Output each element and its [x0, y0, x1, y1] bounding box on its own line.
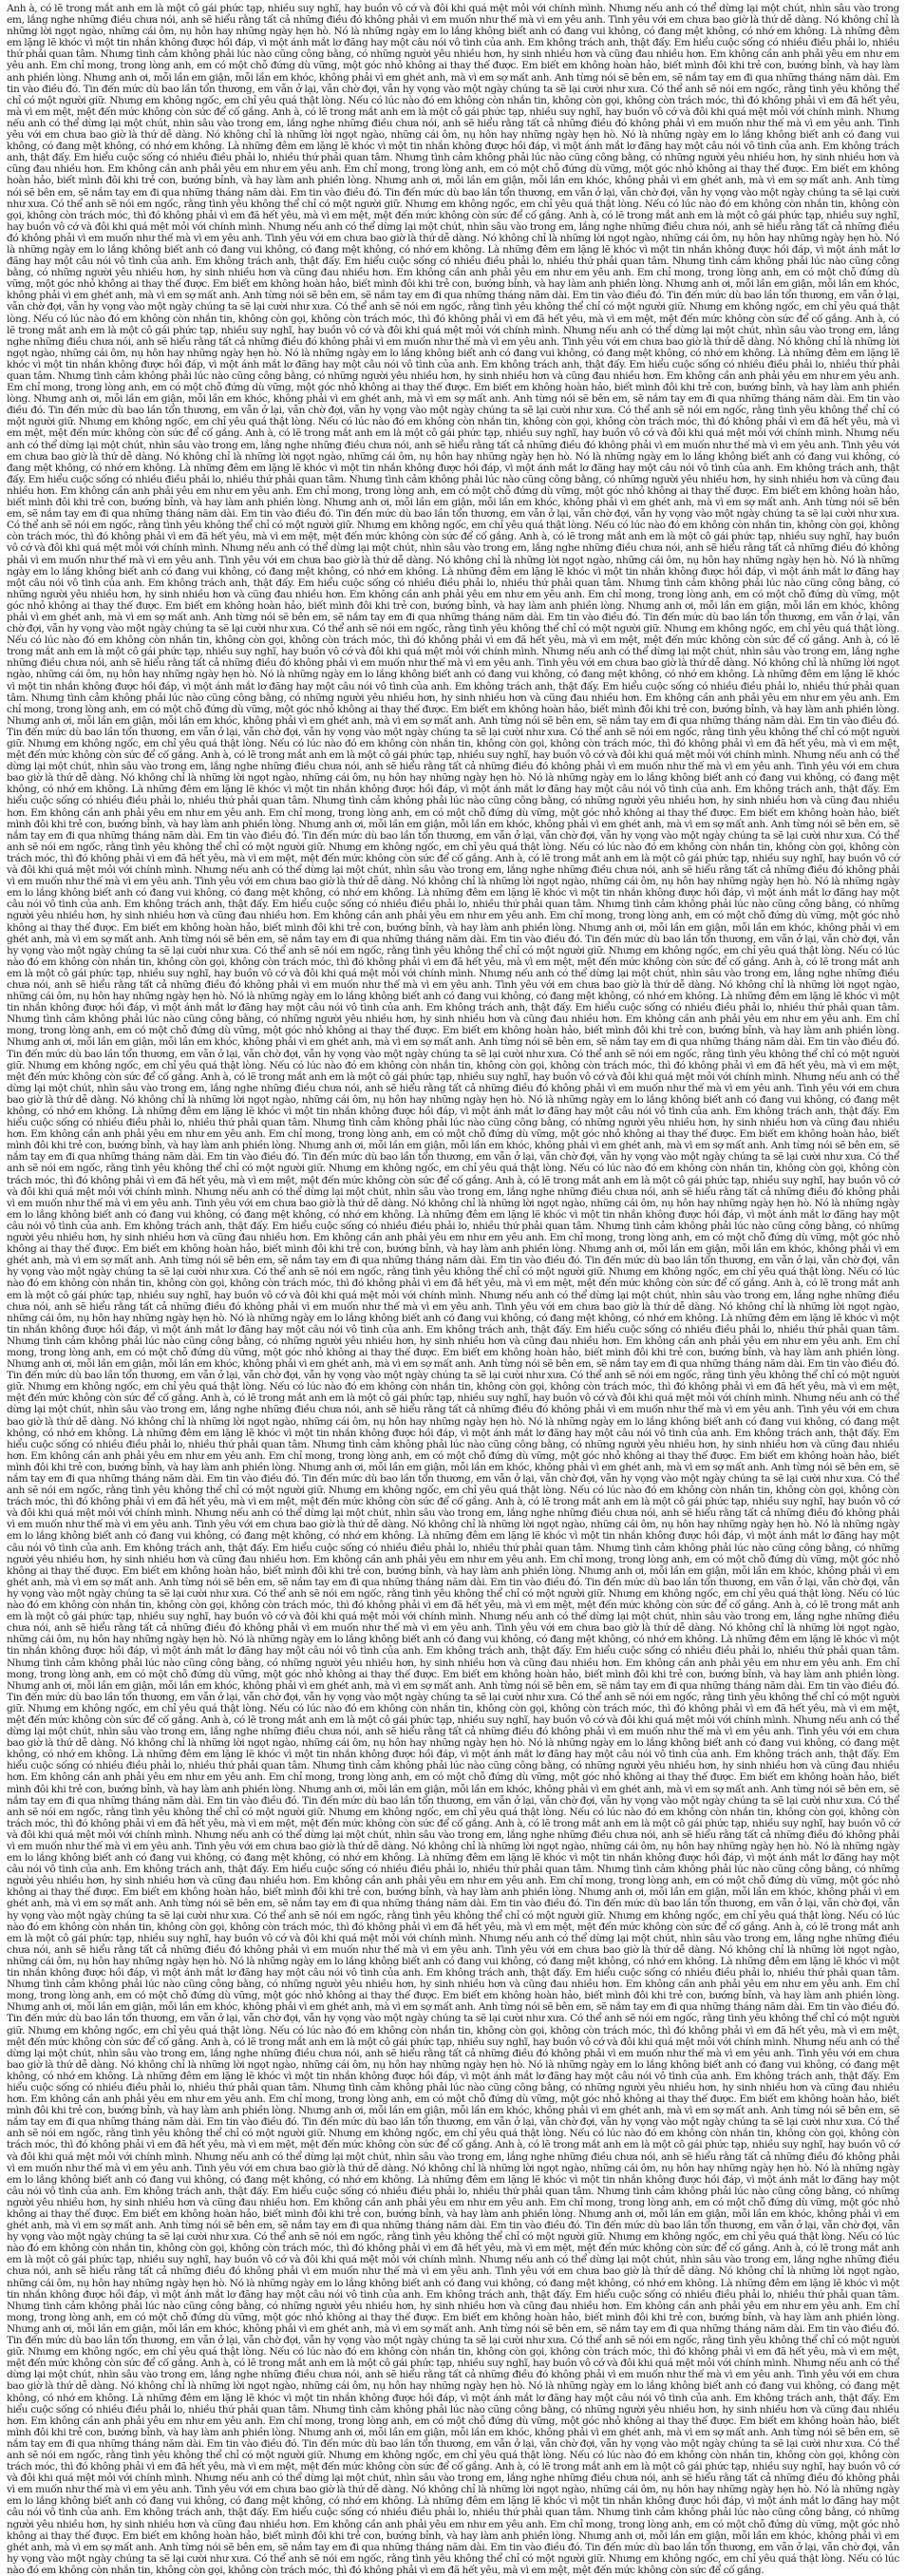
- body-paragraph: Anh à, có lẽ trong mắt anh em là một cô gái phức tạp, nhiều suy nghĩ, hay buồn vô cớ và đôi khi quá mệt mỏi với chính mình. Nhưng nếu anh có thể dừng lại một chút, nhìn sâu vào trong em, lắng nghe những điều chưa nói, anh sẽ hiểu rằng tất cả những điều đó không phải vì em muốn như thế mà vì em yêu anh. Tình yêu với em chưa bao giờ là thứ dễ dàng. Nó không chỉ là những lời ngọt ngào, những cái ôm, nụ hôn hay những ngày hẹn hò. Nó là những ngày em lo lắng không biết anh có đang vui không, có đang mệt không, có nhớ em không. Là những đêm em lặng lẽ khóc vì một tin nhắn không được hồi đáp, vì một ánh mắt lơ đãng hay một câu nói vô tình của anh. Em không trách anh, thật đấy. Em hiểu cuộc sống có nhiều điều phải lo, nhiều thứ phải quan tâm. Nhưng tình cảm không phải lúc nào cũng công bằng, có những người yêu nhiều hơn, hy sinh nhiều hơn và cũng đau nhiều hơn. Em không cần anh phải yêu em như em yêu anh. Em chỉ mong, trong lòng anh, em có một chỗ đứng dù vững, một góc nhỏ không ai thay thế được. Em biết em không hoàn hảo, biết mình đôi khi trẻ con, bướng bỉnh, và hay làm anh phiền lòng. Nhưng anh ơi, mỗi lần em giận, mỗi lần em khóc, không phải vì em ghét anh, mà vì em sợ mất anh. Anh từng nói sẽ bên em, sẽ nắm tay em đi qua những tháng năm dài. Em tin vào điều đó. Tin đến mức dù bao lần tổn thương, em vẫn ở lại, vẫn chờ đợi, vẫn hy vọng vào một ngày chúng ta sẽ lại cười như xưa. Có thể anh sẽ nói em ngốc, rằng tình yêu không thể chỉ có một người giữ. Nhưng em không ngốc, em chỉ yêu quá thật lòng. Nếu có lúc nào đó em không còn nhắn tin, không còn gọi, không còn trách móc, thì đó không phải vì em đã hết yêu, mà vì em mệt, mệt đến mức không còn sức để cố gắng. Anh à, có lẽ trong mắt anh em là một cô gái phức tạp, nhiều suy nghĩ, hay buồn vô cớ và đôi khi quá mệt mỏi với chính mình. Nhưng nếu anh có thể dừng lại một chút, nhìn sâu vào trong em, lắng nghe những điều chưa nói, anh sẽ hiểu rằng tất cả những điều đó không phải vì em muốn như thế mà vì em yêu anh. Tình yêu với em chưa bao giờ là thứ dễ dàng. Nó không chỉ là những lời ngọt ngào, những cái ôm, nụ hôn hay những ngày hẹn hò. Nó là những ngày em lo lắng không biết anh có đang vui không, có đang mệt không, có nhớ em không. Là những đêm em lặng lẽ khóc vì một tin nhắn không được hồi đáp, vì một ánh mắt lơ đãng hay một câu nói vô tình của anh. Em không trách anh, thật đấy. Em hiểu cuộc sống có nhiều điều phải lo, nhiều thứ phải quan tâm. Nhưng tình cảm không phải lúc nào cũng công bằng, có những người yêu nhiều hơn, hy sinh nhiều hơn và cũng đau nhiều hơn. Em không cần anh phải yêu em như em yêu anh. Em chỉ mong, trong lòng anh, em có một chỗ đứng dù vững, một góc nhỏ không ai thay thế được. Em biết em không hoàn hảo, biết mình đôi khi trẻ con, bướng bỉnh, và hay làm anh phiền lòng. Nhưng anh ơi, mỗi lần em giận, mỗi lần em khóc, không phải vì em ghét anh, mà vì em sợ mất anh. Anh từng nói sẽ bên em, sẽ nắm tay em đi qua những tháng năm dài. Em tin vào điều đó. Tin đến mức dù bao lần tổn thương, em vẫn ở lại, vẫn chờ đợi, vẫn hy vọng vào một ngày chúng ta sẽ lại cười như xưa. Có thể anh sẽ nói em ngốc, rằng tình yêu không thể chỉ có một người giữ. Nhưng em không ngốc, em chỉ yêu quá thật lòng. Nếu có lúc nào đó em không còn nhắn tin, không còn gọi, không còn trách móc, thì đó không phải vì em đã hết yêu, mà vì em mệt, mệt đến mức không còn sức để cố gắng. Anh à, có lẽ trong mắt anh em là một cô gái phức tạp, nhiều suy nghĩ, hay buồn vô cớ và đôi khi quá mệt mỏi với chính mình. Nhưng nếu anh có thể dừng lại một chút, nhìn sâu vào trong em, lắng nghe những điều chưa nói, anh sẽ hiểu rằng tất cả những điều đó không phải vì em muốn như thế mà vì em yêu anh. Tình yêu với em chưa bao giờ là thứ dễ dàng. Nó không chỉ là những lời ngọt ngào, những cái ôm, nụ hôn hay những ngày hẹn hò. Nó là những ngày em lo lắng không biết anh có đang vui không, có đang mệt không, có nhớ em không. Là những đêm em lặng lẽ khóc vì một tin nhắn không được hồi đáp, vì một ánh mắt lơ đãng hay một câu nói vô tình của anh. Em không trách anh, thật đấy. Em hiểu cuộc sống có nhiều điều phải lo, nhiều thứ phải quan tâm. Nhưng tình cảm không phải lúc nào cũng công bằng, có những người yêu nhiều hơn, hy sinh nhiều hơn và cũng đau nhiều hơn. Em không cần anh phải yêu em như em yêu anh. Em chỉ mong, trong lòng anh, em có một chỗ đứng dù vững, một góc nhỏ không ai thay thế được. Em biết em không hoàn hảo, biết mình đôi khi trẻ con, bướng bỉnh, và hay làm anh phiền lòng. Nhưng anh ơi, mỗi lần em giận, mỗi lần em khóc, không phải vì em ghét anh, mà vì em sợ mất anh. Anh từng nói sẽ bên em, sẽ nắm tay em đi qua những tháng năm dài. Em tin vào điều đó. Tin đến mức dù bao lần tổn thương, em vẫn ở lại, vẫn chờ đợi, vẫn hy vọng vào một ngày chúng ta sẽ lại cười như xưa. Có thể anh sẽ nói em ngốc, rằng tình yêu không thể chỉ có một người giữ. Nhưng em không ngốc, em chỉ yêu quá thật lòng. Nếu có lúc nào đó em không còn nhắn tin, không còn gọi, không còn trách móc, thì đó không phải vì em đã hết yêu, mà vì em mệt, mệt đến mức không còn sức để cố gắng. Anh à, có lẽ trong mắt anh em là một cô gái phức tạp, nhiều suy nghĩ, hay buồn vô cớ và đôi khi quá mệt mỏi với chính mình. Nhưng nếu anh có thể dừng lại một chút, nhìn sâu vào trong em, lắng nghe những điều chưa nói, anh sẽ hiểu rằng tất cả những điều đó không phải vì em muốn như thế mà vì em yêu anh. Tình yêu với em chưa bao giờ là thứ dễ dàng. Nó không chỉ là những lời ngọt ngào, những cái ôm, nụ hôn hay những ngày hẹn hò. Nó là những ngày em lo lắng không biết anh có đang vui không, có đang mệt không, có nhớ em không. Là những đêm em lặng lẽ khóc vì một tin nhắn không được hồi đáp, vì một ánh mắt lơ đãng hay một câu nói vô tình của anh. Em không trách anh, thật đấy. Em hiểu cuộc sống có nhiều điều phải lo, nhiều thứ phải quan tâm. Nhưng tình cảm không phải lúc nào cũng công bằng, có những người yêu nhiều hơn, hy sinh nhiều hơn và cũng đau nhiều hơn. Em không cần anh phải yêu em như em yêu anh. Em chỉ mong, trong lòng anh, em có một chỗ đứng dù vững, một góc nhỏ không ai thay thế được. Em biết em không hoàn hảo, biết mình đôi khi trẻ con, bướng bỉnh, và hay làm anh phiền lòng. Nhưng anh ơi, mỗi lần em giận, mỗi lần em khóc, không phải vì em ghét anh, mà vì em sợ mất anh. Anh từng nói sẽ bên em, sẽ nắm tay em đi qua những tháng năm dài. Em tin vào điều đó. Tin đến mức dù bao lần tổn thương, em vẫn ở lại, vẫn chờ đợi, vẫn hy vọng vào một ngày chúng ta sẽ lại cười như xưa. Có thể anh sẽ nói em ngốc, rằng tình yêu không thể chỉ có một người giữ. Nhưng em không ngốc, em chỉ yêu quá thật lòng. Nếu có lúc nào đó em không còn nhắn tin, không còn gọi, không còn trách móc, thì đó không phải vì em đã hết yêu, mà vì em mệt, mệt đến mức không còn sức để cố gắng. Anh à, có lẽ trong mắt anh em là một cô gái phức tạp, nhiều suy nghĩ, hay buồn vô cớ và đôi khi quá mệt mỏi với chính mình. Nhưng nếu anh có thể dừng lại một chút, nhìn sâu vào trong em, lắng nghe những điều chưa nói, anh sẽ hiểu rằng tất cả những điều đó không phải vì em muốn như thế mà vì em yêu anh. Tình yêu với em chưa bao giờ là thứ dễ dàng. Nó không chỉ là những lời ngọt ngào, những cái ôm, nụ hôn hay những ngày hẹn hò. Nó là những ngày em lo lắng không biết anh có đang vui không, có đang mệt không, có nhớ em không. Là những đêm em lặng lẽ khóc vì một tin nhắn không được hồi đáp, vì một ánh mắt lơ đãng hay một câu nói vô tình của anh. Em không trách anh, thật đấy. Em hiểu cuộc sống có nhiều điều phải lo, nhiều thứ phải quan tâm. Nhưng tình cảm không phải lúc nào cũng công bằng, có những người yêu nhiều hơn, hy sinh nhiều hơn và cũng đau nhiều hơn. Em không cần anh phải yêu em như em yêu anh. Em chỉ mong, trong lòng anh, em có một chỗ đứng dù vững, một góc nhỏ không ai thay thế được. Em biết em không hoàn hảo, biết mình đôi khi trẻ con, bướng bỉnh, và hay làm anh phiền lòng. Nhưng anh ơi, mỗi lần em giận, mỗi lần em khóc, không phải vì em ghét anh, mà vì em sợ mất anh. Anh từng nói sẽ bên em, sẽ nắm tay em đi qua những tháng năm dài. Em tin vào điều đó. Tin đến mức dù bao lần tổn thương, em vẫn ở lại, vẫn chờ đợi, vẫn hy vọng vào một ngày chúng ta sẽ lại cười như xưa. Có thể anh sẽ nói em ngốc, rằng tình yêu không thể chỉ có một người giữ. Nhưng em không ngốc, em chỉ yêu quá thật lòng. Nếu có lúc nào đó em không còn nhắn tin, không còn gọi, không còn trách móc, thì đó không phải vì em đã hết yêu, mà vì em mệt, mệt đến mức không còn sức để cố gắng. Anh à, có lẽ trong mắt anh em là một cô gái phức tạp, nhiều suy nghĩ, hay buồn vô cớ và đôi khi quá mệt mỏi với chính mình. Nhưng nếu anh có thể dừng lại một chút, nhìn sâu vào trong em, lắng nghe những điều chưa nói, anh sẽ hiểu rằng tất cả những điều đó không phải vì em muốn như thế mà vì em yêu anh. Tình yêu với em chưa bao giờ là thứ dễ dàng. Nó không chỉ là những lời ngọt ngào, những cái ôm, nụ hôn hay những ngày hẹn hò. Nó là những ngày em lo lắng không biết anh có đang vui không, có đang mệt không, có nhớ em không. Là những đêm em lặng lẽ khóc vì một tin nhắn không được hồi đáp, vì một ánh mắt lơ đãng hay một câu nói vô tình của anh. Em không trách anh, thật đấy. Em hiểu cuộc sống có nhiều điều phải lo, nhiều thứ phải quan tâm. Nhưng tình cảm không phải lúc nào cũng công bằng, có những người yêu nhiều hơn, hy sinh nhiều hơn và cũng đau nhiều hơn. Em không cần anh phải yêu em như em yêu anh. Em chỉ mong, trong lòng anh, em có một chỗ đứng dù vững, một góc nhỏ không ai thay thế được. Em biết em không hoàn hảo, biết mình đôi khi trẻ con, bướng bỉnh, và hay làm anh phiền lòng. Nhưng anh ơi, mỗi lần em giận, mỗi lần em khóc, không phải vì em ghét anh, mà vì em sợ mất anh. Anh từng nói sẽ bên em, sẽ nắm tay em đi qua những tháng năm dài. Em tin vào điều đó. Tin đến mức dù bao lần tổn thương, em vẫn ở lại, vẫn chờ đợi, vẫn hy vọng vào một ngày chúng ta sẽ lại cười như xưa. Có thể anh sẽ nói em ngốc, rằng tình yêu không thể chỉ có một người giữ. Nhưng em không ngốc, em chỉ yêu quá thật lòng. Nếu có lúc nào đó em không còn nhắn tin, không còn gọi, không còn trách móc, thì đó không phải vì em đã hết yêu, mà vì em mệt, mệt đến mức không còn sức để cố gắng. Anh à, có lẽ trong mắt anh em là một cô gái phức tạp, nhiều suy nghĩ, hay buồn vô cớ và đôi khi quá mệt mỏi với chính mình. Nhưng nếu anh có thể dừng lại một chút, nhìn sâu vào trong em, lắng nghe những điều chưa nói, anh sẽ hiểu rằng tất cả những điều đó không phải vì em muốn như thế mà vì em yêu anh. Tình yêu với em chưa bao giờ là thứ dễ dàng. Nó không chỉ là những lời ngọt ngào, những cái ôm, nụ hôn hay những ngày hẹn hò. Nó là những ngày em lo lắng không biết anh có đang vui không, có đang mệt không, có nhớ em không. Là những đêm em lặng lẽ khóc vì một tin nhắn không được hồi đáp, vì một ánh mắt lơ đãng hay một câu nói vô tình của anh. Em không trách anh, thật đấy. Em hiểu cuộc sống có nhiều điều phải lo, nhiều thứ phải quan tâm. Nhưng tình cảm không phải lúc nào cũng công bằng, có những người yêu nhiều hơn, hy sinh nhiều hơn và cũng đau nhiều hơn. Em không cần anh phải yêu em như em yêu anh. Em chỉ mong, trong lòng anh, em có một chỗ đứng dù vững, một góc nhỏ không ai thay thế được. Em biết em không hoàn hảo, biết mình đôi khi trẻ con, bướng bỉnh, và hay làm anh phiền lòng. Nhưng anh ơi, mỗi lần em giận, mỗi lần em khóc, không phải vì em ghét anh, mà vì em sợ mất anh. Anh từng nói sẽ bên em, sẽ nắm tay em đi qua những tháng năm dài. Em tin vào điều đó. Tin đến mức dù bao lần tổn thương, em vẫn ở lại, vẫn chờ đợi, vẫn hy vọng vào một ngày chúng ta sẽ lại cười như xưa. Có thể anh sẽ nói em ngốc, rằng tình yêu không thể chỉ có một người giữ. Nhưng em không ngốc, em chỉ yêu quá thật lòng. Nếu có lúc nào đó em không còn nhắn tin, không còn gọi, không còn trách móc, thì đó không phải vì em đã hết yêu, mà vì em mệt, mệt đến mức không còn sức để cố gắng. Anh à, có lẽ trong mắt anh em là một cô gái phức tạp, nhiều suy nghĩ, hay buồn vô cớ và đôi khi quá mệt mỏi với chính mình. Nhưng nếu anh có thể dừng lại một chút, nhìn sâu vào trong em, lắng nghe những điều chưa nói, anh sẽ hiểu rằng tất cả những điều đó không phải vì em muốn như thế mà vì em yêu anh. Tình yêu với em chưa bao giờ là thứ dễ dàng. Nó không chỉ là những lời ngọt ngào, những cái ôm, nụ hôn hay những ngày hẹn hò. Nó là những ngày em lo lắng không biết anh có đang vui không, có đang mệt không, có nhớ em không. Là những đêm em lặng lẽ khóc vì một tin nhắn không được hồi đáp, vì một ánh mắt lơ đãng hay một câu nói vô tình của anh. Em không trách anh, thật đấy. Em hiểu cuộc sống có nhiều điều phải lo, nhiều thứ phải quan tâm. Nhưng tình cảm không phải lúc nào cũng công bằng, có những người yêu nhiều hơn, hy sinh nhiều hơn và cũng đau nhiều hơn. Em không cần anh phải yêu em như em yêu anh. Em chỉ mong, trong lòng anh, em có một chỗ đứng dù vững, một góc nhỏ không ai thay thế được. Em biết em không hoàn hảo, biết mình đôi khi trẻ con, bướng bỉnh, và hay làm anh phiền lòng. Nhưng anh ơi, mỗi lần em giận, mỗi lần em khóc, không phải vì em ghét anh, mà vì em sợ mất anh. Anh từng nói sẽ bên em, sẽ nắm tay em đi qua những tháng năm dài. Em tin vào điều đó. Tin đến mức dù bao lần tổn thương, em vẫn ở lại, vẫn chờ đợi, vẫn hy vọng vào một ngày chúng ta sẽ lại cười như xưa. Có thể anh sẽ nói em ngốc, rằng tình yêu không thể chỉ có một người giữ. Nhưng em không ngốc, em chỉ yêu quá thật lòng. Nếu có lúc nào đó em không còn nhắn tin, không còn gọi, không còn trách móc, thì đó không phải vì em đã hết yêu, mà vì em mệt, mệt đến mức không còn sức để cố gắng. Anh à, có lẽ trong mắt anh em là một cô gái phức tạp, nhiều suy nghĩ, hay buồn vô cớ và đôi khi quá mệt mỏi với chính mình. Nhưng nếu anh có thể dừng lại một chút, nhìn sâu vào trong em, lắng nghe những điều chưa nói, anh sẽ hiểu rằng tất cả những điều đó không phải vì em muốn như thế mà vì em yêu anh. Tình yêu với em chưa bao giờ là thứ dễ dàng. Nó không chỉ là những lời ngọt ngào, những cái ôm, nụ hôn hay những ngày hẹn hò. Nó là những ngày em lo lắng không biết anh có đang vui không, có đang mệt không, có nhớ em không. Là những đêm em lặng lẽ khóc vì một tin nhắn không được hồi đáp, vì một ánh mắt lơ đãng hay một câu nói vô tình của anh. Em không trách anh, thật đấy. Em hiểu cuộc sống có nhiều điều phải lo, nhiều thứ phải quan tâm. Nhưng tình cảm không phải lúc nào cũng công bằng, có những người yêu nhiều hơn, hy sinh nhiều hơn và cũng đau nhiều hơn. Em không cần anh phải yêu em như em yêu anh. Em chỉ mong, trong lòng anh, em có một chỗ đứng dù vững, một góc nhỏ không ai thay thế được. Em biết em không hoàn hảo, biết mình đôi khi trẻ con, bướng bỉnh, và hay làm anh phiền lòng. Nhưng anh ơi, mỗi lần em giận, mỗi lần em khóc, không phải vì em ghét anh, mà vì em sợ mất anh. Anh từng nói sẽ bên em, sẽ nắm tay em đi qua những tháng năm dài. Em tin vào điều đó. Tin đến mức dù bao lần tổn thương, em vẫn ở lại, vẫn chờ đợi, vẫn hy vọng vào một ngày chúng ta sẽ lại cười như xưa. Có thể anh sẽ nói em ngốc, rằng tình yêu không thể chỉ có một người giữ. Nhưng em không ngốc, em chỉ yêu quá thật lòng. Nếu có lúc nào đó em không còn nhắn tin, không còn gọi, không còn trách móc, thì đó không phải vì em đã hết yêu, mà vì em mệt, mệt đến mức không còn sức để cố gắng. Anh à, có lẽ trong mắt anh em là một cô gái phức tạp, nhiều suy nghĩ, hay buồn vô cớ và đôi khi quá mệt mỏi với chính mình. Nhưng nếu anh có thể dừng lại một chút, nhìn sâu vào trong em, lắng nghe những điều chưa nói, anh sẽ hiểu rằng tất cả những điều đó không phải vì em muốn như thế mà vì em yêu anh. Tình yêu với em chưa bao giờ là thứ dễ dàng. Nó không chỉ là những lời ngọt ngào, những cái ôm, nụ hôn hay những ngày hẹn hò. Nó là những ngày em lo lắng không biết anh có đang vui không, có đang mệt không, có nhớ em không. Là những đêm em lặng lẽ khóc vì một tin nhắn không được hồi đáp, vì một ánh mắt lơ đãng hay một câu nói vô tình của anh. Em không trách anh, thật đấy. Em hiểu cuộc sống có nhiều điều phải lo, nhiều thứ phải quan tâm. Nhưng tình cảm không phải lúc nào cũng công bằng, có những người yêu nhiều hơn, hy sinh nhiều hơn và cũng đau nhiều hơn. Em không cần anh phải yêu em như em yêu anh. Em chỉ mong, trong lòng anh, em có một chỗ đứng dù vững, một góc nhỏ không ai thay thế được. Em biết em không hoàn hảo, biết mình đôi khi trẻ con, bướng bỉnh, và hay làm anh phiền lòng. Nhưng anh ơi, mỗi lần em giận, mỗi lần em khóc, không phải vì em ghét anh, mà vì em sợ mất anh. Anh từng nói sẽ bên em, sẽ nắm tay em đi qua những tháng năm dài. Em tin vào điều đó. Tin đến mức dù bao lần tổn thương, em vẫn ở lại, vẫn chờ đợi, vẫn hy vọng vào một ngày chúng ta sẽ lại cười như xưa. Có thể anh sẽ nói em ngốc, rằng tình yêu không thể chỉ có một người giữ. Nhưng em không ngốc, em chỉ yêu quá thật lòng. Nếu có lúc nào đó em không còn nhắn tin, không còn gọi, không còn trách móc, thì đó không phải vì em đã hết yêu, mà vì em mệt, mệt đến mức không còn sức để cố gắng. Anh à, có lẽ trong mắt anh em là một cô gái phức tạp, nhiều suy nghĩ, hay buồn vô cớ và đôi khi quá mệt mỏi với chính mình. Nhưng nếu anh có thể dừng lại một chút, nhìn sâu vào trong em, lắng nghe những điều chưa nói, anh sẽ hiểu rằng tất cả những điều đó không phải vì em muốn như thế mà vì em yêu anh. Tình yêu với em chưa bao giờ là thứ dễ dàng. Nó không chỉ là những lời ngọt ngào, những cái ôm, nụ hôn hay những ngày hẹn hò. Nó là những ngày em lo lắng không biết anh có đang vui không, có đang mệt không, có nhớ em không. Là những đêm em lặng lẽ khóc vì một tin nhắn không được hồi đáp, vì một ánh mắt lơ đãng hay một câu nói vô tình của anh. Em không trách anh, thật đấy. Em hiểu cuộc sống có nhiều điều phải lo, nhiều thứ phải quan tâm. Nhưng tình cảm không phải lúc nào cũng công bằng, có những người yêu nhiều hơn, hy sinh nhiều hơn và cũng đau nhiều hơn. Em không cần anh phải yêu em như em yêu anh. Em chỉ mong, trong lòng anh, em có một chỗ đứng dù vững, một góc nhỏ không ai thay thế được. Em biết em không hoàn hảo, biết mình đôi khi trẻ con, bướng bỉnh, và hay làm anh phiền lòng. Nhưng anh ơi, mỗi lần em giận, mỗi lần em khóc, không phải vì em ghét anh, mà vì em sợ mất anh. Anh từng nói sẽ bên em, sẽ nắm tay em đi qua những tháng năm dài. Em tin vào điều đó. Tin đến mức dù bao lần tổn thương, em vẫn ở lại, vẫn chờ đợi, vẫn hy vọng vào một ngày chúng ta sẽ lại cười như xưa. Có thể anh sẽ nói em ngốc, rằng tình yêu không thể chỉ có một người giữ. Nhưng em không ngốc, em chỉ yêu quá thật lòng. Nếu có lúc nào đó em không còn nhắn tin, không còn gọi, không còn trách móc, thì đó không phải vì em đã hết yêu, mà vì em mệt, mệt đến mức không còn sức để cố gắng. Anh à, có lẽ trong mắt anh em là một cô gái phức tạp, nhiều suy nghĩ, hay buồn vô cớ và đôi khi quá mệt mỏi với chính mình. Nhưng nếu anh có thể dừng lại một chút, nhìn sâu vào trong em, lắng nghe những điều chưa nói, anh sẽ hiểu rằng tất cả những điều đó không phải vì em muốn như thế mà vì em yêu anh. Tình yêu với em chưa bao giờ là thứ dễ dàng. Nó không chỉ là những lời ngọt ngào, những cái ôm, nụ hôn hay những ngày hẹn hò. Nó là những ngày em lo lắng không biết anh có đang vui không, có đang mệt không, có nhớ em không. Là những đêm em lặng lẽ khóc vì một tin nhắn không được hồi đáp, vì một ánh mắt lơ đãng hay một câu nói vô tình của anh. Em không trách anh, thật đấy. Em hiểu cuộc sống có nhiều điều phải lo, nhiều thứ phải quan tâm. Nhưng tình cảm không phải lúc nào cũng công bằng, có những người yêu nhiều hơn, hy sinh nhiều hơn và cũng đau nhiều hơn. Em không cần anh phải yêu em như em yêu anh. Em chỉ mong, trong lòng anh, em có một chỗ đứng dù vững, một góc nhỏ không ai thay thế được. Em biết em không hoàn hảo, biết mình đôi khi trẻ con, bướng bỉnh, và hay làm anh phiền lòng. Nhưng anh ơi, mỗi lần em giận, mỗi lần em khóc, không phải vì em ghét anh, mà vì em sợ mất anh. Anh từng nói sẽ bên em, sẽ nắm tay em đi qua những tháng năm dài. Em tin vào điều đó. Tin đến mức dù bao lần tổn thương, em vẫn ở lại, vẫn chờ đợi, vẫn hy vọng vào một ngày chúng ta sẽ lại cười như xưa. Có thể anh sẽ nói em ngốc, rằng tình yêu không thể chỉ có một người giữ. Nhưng em không ngốc, em chỉ yêu quá thật lòng. Nếu có lúc nào đó em không còn nhắn tin, không còn gọi, không còn trách móc, thì đó không phải vì em đã hết yêu, mà vì em mệt, mệt đến mức không còn sức để cố gắng. Anh à, có lẽ trong mắt anh em là một cô gái phức tạp, nhiều suy nghĩ, hay buồn vô cớ và đôi khi quá mệt mỏi với chính mình. Nhưng nếu anh có thể dừng lại một chút, nhìn sâu vào trong em, lắng nghe những điều chưa nói, anh sẽ hiểu rằng tất cả những điều đó không phải vì em muốn như thế mà vì em yêu anh. Tình yêu với em chưa bao giờ là thứ dễ dàng. Nó không chỉ là những lời ngọt ngào, những cái ôm, nụ hôn hay những ngày hẹn hò. Nó là những ngày em lo lắng không biết anh có đang vui không, có đang mệt không, có nhớ em không. Là những đêm em lặng lẽ khóc vì một tin nhắn không được hồi đáp, vì một ánh mắt lơ đãng hay một câu nói vô tình của anh. Em không trách anh, thật đấy. Em hiểu cuộc sống có nhiều điều phải lo, nhiều thứ phải quan tâm. Nhưng tình cảm không phải lúc nào cũng công bằng, có những người yêu nhiều hơn, hy sinh nhiều hơn và cũng đau nhiều hơn. Em không cần anh phải yêu em như em yêu anh. Em chỉ mong, trong lòng anh, em có một chỗ đứng dù vững, một góc nhỏ không ai thay thế được. Em biết em không hoàn hảo, biết mình đôi khi trẻ con, bướng bỉnh, và hay làm anh phiền lòng. Nhưng anh ơi, mỗi lần em giận, mỗi lần em khóc, không phải vì em ghét anh, mà vì em sợ mất anh. Anh từng nói sẽ bên em, sẽ nắm tay em đi qua những tháng năm dài. Em tin vào điều đó. Tin đến mức dù bao lần tổn thương, em vẫn ở lại, vẫn chờ đợi, vẫn hy vọng vào một ngày chúng ta sẽ lại cười như xưa. Có thể anh sẽ nói em ngốc, rằng tình yêu không thể chỉ có một người giữ. Nhưng em không ngốc, em chỉ yêu quá thật lòng. Nếu có lúc nào đó em không còn nhắn tin, không còn gọi, không còn trách móc, thì đó không phải vì em đã hết yêu, mà vì em mệt, mệt đến mức không còn sức để cố gắng. Anh à, có lẽ trong mắt anh em là một cô gái phức tạp, nhiều suy nghĩ, hay buồn vô cớ và đôi khi quá mệt mỏi với chính mình. Nhưng nếu anh có thể dừng lại một chút, nhìn sâu vào trong em, lắng nghe những điều chưa nói, anh sẽ hiểu rằng tất cả những điều đó không phải vì em muốn như thế mà vì em yêu anh. Tình yêu với em chưa bao giờ là thứ dễ dàng. Nó không chỉ là những lời ngọt ngào, những cái ôm, nụ hôn hay những ngày hẹn hò. Nó là những ngày em lo lắng không biết anh có đang vui không, có đang mệt không, có nhớ em không. Là những đêm em lặng lẽ khóc vì một tin nhắn không được hồi đáp, vì một ánh mắt lơ đãng hay một câu nói vô tình của anh. Em không trách anh, thật đấy. Em hiểu cuộc sống có nhiều điều phải lo, nhiều thứ phải quan tâm. Nhưng tình cảm không phải lúc nào cũng công bằng, có những người yêu nhiều hơn, hy sinh nhiều hơn và cũng đau nhiều hơn. Em không cần anh phải yêu em như em yêu anh. Em chỉ mong, trong lòng anh, em có một chỗ đứng dù vững, một góc nhỏ không ai thay thế được. Em biết em không hoàn hảo, biết mình đôi khi trẻ con, bướng bỉnh, và hay làm anh phiền lòng. Nhưng anh ơi, mỗi lần em giận, mỗi lần em khóc, không phải vì em ghét anh, mà vì em sợ mất anh. Anh từng nói sẽ bên em, sẽ nắm tay em đi qua những tháng năm dài. Em tin vào điều đó. Tin đến mức dù bao lần tổn thương, em vẫn ở lại, vẫn chờ đợi, vẫn hy vọng vào một ngày chúng ta sẽ lại cười như xưa. Có thể anh sẽ nói em ngốc, rằng tình yêu không thể chỉ có một người giữ. Nhưng em không ngốc, em chỉ yêu quá thật lòng. Nếu có lúc nào đó em không còn nhắn tin, không còn gọi, không còn trách móc, thì đó không phải vì em đã hết yêu, mà vì em mệt, mệt đến mức không còn sức để cố gắng. Anh à, có lẽ trong mắt anh em là một cô gái phức tạp, nhiều suy nghĩ, hay buồn vô cớ và đôi khi quá mệt mỏi với chính mình. Nhưng nếu anh có thể dừng lại một chút, nhìn sâu vào trong em, lắng nghe những điều chưa nói, anh sẽ hiểu rằng tất cả những điều đó không phải vì em muốn như thế mà vì em yêu anh. Tình yêu với em chưa bao giờ là thứ dễ dàng. Nó không chỉ là những lời ngọt ngào, những cái ôm, nụ hôn hay những ngày hẹn hò. Nó là những ngày em lo lắng không biết anh có đang vui không, có đang mệt không, có nhớ em không. Là những đêm em lặng lẽ khóc vì một tin nhắn không được hồi đáp, vì một ánh mắt lơ đãng hay một câu nói vô tình của anh. Em không trách anh, thật đấy. Em hiểu cuộc sống có nhiều điều phải lo, nhiều thứ phải quan tâm. Nhưng tình cảm không phải lúc nào cũng công bằng, có những người yêu nhiều hơn, hy sinh nhiều hơn và cũng đau nhiều hơn. Em không cần anh phải yêu em như em yêu anh. Em chỉ mong, trong lòng anh, em có một chỗ đứng dù vững, một góc nhỏ không ai thay thế được. Em biết em không hoàn hảo, biết mình đôi khi trẻ con, bướng bỉnh, và hay làm anh phiền lòng. Nhưng anh ơi, mỗi lần em giận, mỗi lần em khóc, không phải vì em ghét anh, mà vì em sợ mất anh. Anh từng nói sẽ bên em, sẽ nắm tay em đi qua những tháng năm dài. Em tin vào điều đó. Tin đến mức dù bao lần tổn thương, em vẫn ở lại, vẫn chờ đợi, vẫn hy vọng vào một ngày chúng ta sẽ lại cười như xưa. Có thể anh sẽ nói em ngốc, rằng tình yêu không thể chỉ có một người giữ. Nhưng em không ngốc, em chỉ yêu quá thật lòng. Nếu có lúc nào đó em không còn nhắn tin, không còn gọi, không còn trách móc, thì đó không phải vì em đã hết yêu, mà vì em mệt, mệt đến mức không còn sức để cố gắng. Anh à, có lẽ trong mắt anh em là một cô gái phức tạp, nhiều suy nghĩ, hay buồn vô cớ và đôi khi quá mệt mỏi với chính mình. Nhưng nếu anh có thể dừng lại một chút, nhìn sâu vào trong em, lắng nghe những điều chưa nói, anh sẽ hiểu rằng tất cả những điều đó không phải vì em muốn như thế mà vì em yêu anh. Tình yêu với em chưa bao giờ là thứ dễ dàng. Nó không chỉ là những lời ngọt ngào, những cái ôm, nụ hôn hay những ngày hẹn hò. Nó là những ngày em lo lắng không biết anh có đang vui không, có đang mệt không, có nhớ em không. Là những đêm em lặng lẽ khóc vì một tin nhắn không được hồi đáp, vì một ánh mắt lơ đãng hay một câu nói vô tình của anh. Em không trách anh, thật đấy. Em hiểu cuộc sống có nhiều điều phải lo, nhiều thứ phải quan tâm. Nhưng tình cảm không phải lúc nào cũng công bằng, có những người yêu nhiều hơn, hy sinh nhiều hơn và cũng đau nhiều hơn. Em không cần anh phải yêu em như em yêu anh. Em chỉ mong, trong lòng anh, em có một chỗ đứng dù vững, một góc nhỏ không ai thay thế được. Em biết em không hoàn hảo, biết mình đôi khi trẻ con, bướng bỉnh, và hay làm anh phiền lòng. Nhưng anh ơi, mỗi lần em giận, mỗi lần em khóc, không phải vì em ghét anh, mà vì em sợ mất anh. Anh từng nói sẽ bên em, sẽ nắm tay em đi qua những tháng năm dài. Em tin vào điều đó. Tin đến mức dù bao lần tổn thương, em vẫn ở lại, vẫn chờ đợi, vẫn hy vọng vào một ngày chúng ta sẽ lại cười như xưa. Có thể anh sẽ nói em ngốc, rằng tình yêu không thể chỉ có một người giữ. Nhưng em không ngốc, em chỉ yêu quá thật lòng. Nếu có lúc nào đó em không còn nhắn tin, không còn gọi, không còn trách móc, thì đó không phải vì em đã hết yêu, mà vì em mệt, mệt đến mức không còn sức để cố gắng. Anh à, có lẽ trong mắt anh em là một cô gái phức tạp, nhiều suy nghĩ, hay buồn vô cớ và đôi khi quá mệt mỏi với chính mình. Nhưng nếu anh có thể dừng lại một chút, nhìn sâu vào trong em, lắng nghe những điều chưa nói, anh sẽ hiểu rằng tất cả những điều đó không phải vì em muốn như thế mà vì em yêu anh. Tình yêu với em chưa bao giờ là thứ dễ dàng. Nó không chỉ là những lời ngọt ngào, những cái ôm, nụ hôn hay những ngày hẹn hò. Nó là những ngày em lo lắng không biết anh có đang vui không, có đang mệt không, có nhớ em không. Là những đêm em lặng lẽ khóc vì một tin nhắn không được hồi đáp, vì một ánh mắt lơ đãng hay một câu nói vô tình của anh. Em không trách anh, thật đấy. Em hiểu cuộc sống có nhiều điều phải lo, nhiều thứ phải quan tâm. Nhưng tình cảm không phải lúc nào cũng công bằng, có những người yêu nhiều hơn, hy sinh nhiều hơn và cũng đau nhiều hơn. Em không cần anh phải yêu em như em yêu anh. Em chỉ mong, trong lòng anh, em có một chỗ đứng dù vững, một góc nhỏ không ai thay thế được. Em biết em không hoàn hảo, biết mình đôi khi trẻ con, bướng bỉnh, và hay làm anh phiền lòng. Nhưng anh ơi, mỗi lần em giận, mỗi lần em khóc, không phải vì em ghét anh, mà vì em sợ mất anh. Anh từng nói sẽ bên em, sẽ nắm tay em đi qua những tháng năm dài. Em tin vào điều đó. Tin đến mức dù bao lần tổn thương, em vẫn ở lại, vẫn chờ đợi, vẫn hy vọng vào một ngày chúng ta sẽ lại cười như xưa. Có thể anh sẽ nói em ngốc, rằng tình yêu không thể chỉ có một người giữ. Nhưng em không ngốc, em chỉ yêu quá thật lòng. Nếu có lúc nào đó em không còn nhắn tin, không còn gọi, không còn trách móc, thì đó không phải vì em đã hết yêu, mà vì em mệt, mệt đến mức không còn sức để cố gắng. Anh à, có lẽ trong mắt anh em là một cô gái phức tạp, nhiều suy nghĩ, hay buồn vô cớ và đôi khi quá mệt mỏi với chính mình. Nhưng nếu anh có thể dừng lại một chút, nhìn sâu vào trong em, lắng nghe những điều chưa nói, anh sẽ hiểu rằng tất cả những điều đó không phải vì em muốn như thế mà vì em yêu anh. Tình yêu với em chưa bao giờ là thứ dễ dàng. Nó không chỉ là những lời ngọt ngào, những cái ôm, nụ hôn hay những ngày hẹn hò. Nó là những ngày em lo lắng không biết anh có đang vui không, có đang mệt không, có nhớ em không. Là những đêm em lặng lẽ khóc vì một tin nhắn không được hồi đáp, vì một ánh mắt lơ đãng hay một câu nói vô tình của anh. Em không trách anh, thật đấy. Em hiểu cuộc sống có nhiều điều phải lo, nhiều thứ phải quan tâm. Nhưng tình cảm không phải lúc nào cũng công bằng, có những người yêu nhiều hơn, hy sinh nhiều hơn và cũng đau nhiều hơn. Em không cần anh phải yêu em như em yêu anh. Em chỉ mong, trong lòng anh, em có một chỗ đứng dù vững, một góc nhỏ không ai thay thế được. Em biết em không hoàn hảo, biết mình đôi khi trẻ con, bướng bỉnh, và hay làm anh phiền lòng. Nhưng anh ơi, mỗi lần em giận, mỗi lần em khóc, không phải vì em ghét anh, mà vì em sợ mất anh. Anh từng nói sẽ bên em, sẽ nắm tay em đi qua những tháng năm dài. Em tin vào điều đó. Tin đến mức dù bao lần tổn thương, em vẫn ở lại, vẫn chờ đợi, vẫn hy vọng vào một ngày chúng ta sẽ lại cười như xưa. Có thể anh sẽ nói em ngốc, rằng tình yêu không thể chỉ có một người giữ. Nhưng em không ngốc, em chỉ yêu quá thật lòng. Nếu có lúc nào đó em không còn nhắn tin, không còn gọi, không còn trách móc, thì đó không phải vì em đã hết yêu, mà vì em mệt, mệt đến mức không còn sức để cố gắng. Anh à, có lẽ trong mắt anh em là một cô gái phức tạp, nhiều suy nghĩ, hay buồn vô cớ và đôi khi quá mệt mỏi với chính mình. Nhưng nếu anh có thể dừng lại một chút, nhìn sâu vào trong em, lắng nghe những điều chưa nói, anh sẽ hiểu rằng tất cả những điều đó không phải vì em muốn như thế mà vì em yêu anh. Tình yêu với em chưa bao giờ là thứ dễ dàng. Nó không chỉ là những lời ngọt ngào, những cái ôm, nụ hôn hay những ngày hẹn hò. Nó là những ngày em lo lắng không biết anh có đang vui không, có đang mệt không, có nhớ em không. Là những đêm em lặng lẽ khóc vì một tin nhắn không được hồi đáp, vì một ánh mắt lơ đãng hay một câu nói vô tình của anh. Em không trách anh, thật đấy. Em hiểu cuộc sống có nhiều điều phải lo, nhiều thứ phải quan tâm. Nhưng tình cảm không phải lúc nào cũng công bằng, có những người yêu nhiều hơn, hy sinh nhiều hơn và cũng đau nhiều hơn. Em không cần anh phải yêu em như em yêu anh. Em chỉ mong, trong lòng anh, em có một chỗ đứng dù vững, một góc nhỏ không ai thay thế được. Em biết em không hoàn hảo, biết mình đôi khi trẻ con, bướng bỉnh, và hay làm anh phiền lòng. Nhưng anh ơi, mỗi lần em giận, mỗi lần em khóc, không phải vì em ghét anh, mà vì em sợ mất anh. Anh từng nói sẽ bên em, sẽ nắm tay em đi qua những tháng năm dài. Em tin vào điều đó. Tin đến mức dù bao lần tổn thương, em vẫn ở lại, vẫn chờ đợi, vẫn hy vọng vào một ngày chúng ta sẽ lại cười như xưa. Có thể anh sẽ nói em ngốc, rằng tình yêu không thể chỉ có một người giữ. Nhưng em không ngốc, em chỉ yêu quá thật lòng. Nếu có lúc nào đó em không còn nhắn tin, không còn gọi, không còn trách móc, thì đó không phải vì em đã hết yêu, mà vì em mệt, mệt đến mức không còn sức để cố gắng. Anh à, có lẽ trong mắt anh em là một cô gái phức tạp, nhiều suy nghĩ, hay buồn vô cớ và đôi khi quá mệt mỏi với chính mình. Nhưng nếu anh có thể dừng lại một chút, nhìn sâu vào trong em, lắng nghe những điều chưa nói, anh sẽ hiểu rằng tất cả những điều đó không phải vì em muốn như thế mà vì em yêu anh. Tình yêu với em chưa bao giờ là thứ dễ dàng. Nó không chỉ là những lời ngọt ngào, những cái ôm, nụ hôn hay những ngày hẹn hò. Nó là những ngày em lo lắng không biết anh có đang vui không, có đang mệt không, có nhớ em không. Là những đêm em lặng lẽ khóc vì một tin nhắn không được hồi đáp, vì một ánh mắt lơ đãng hay một câu nói vô tình của anh. Em không trách anh, thật đấy. Em hiểu cuộc sống có nhiều điều phải lo, nhiều thứ phải quan tâm. Nhưng tình cảm không phải lúc nào cũng công bằng, có những người yêu nhiều hơn, hy sinh nhiều hơn và cũng đau nhiều hơn. Em không cần anh phải yêu em như em yêu anh. Em chỉ mong, trong lòng anh, em có một chỗ đứng dù vững, một góc nhỏ không ai thay thế được. Em biết em không hoàn hảo, biết mình đôi khi trẻ con, bướng bỉnh, và hay làm anh phiền lòng. Nhưng anh ơi, mỗi lần em giận, mỗi lần em khóc, không phải vì em ghét anh, mà vì em sợ mất anh. Anh từng nói sẽ bên em, sẽ nắm tay em đi qua những tháng năm dài. Em tin vào điều đó. Tin đến mức dù bao lần tổn thương, em vẫn ở lại, vẫn chờ đợi, vẫn hy vọng vào một ngày chúng ta sẽ lại cười như xưa. Có thể anh sẽ nói em ngốc, rằng tình yêu không thể chỉ có một người giữ. Nhưng em không ngốc, em chỉ yêu quá thật lòng. Nếu có lúc nào đó em không còn nhắn tin, không còn gọi, không còn trách móc, thì đó không phải vì em đã hết yêu, mà vì em mệt, mệt đến mức không còn sức để cố gắng. Anh à, có lẽ trong mắt anh em là một cô gái phức tạp, nhiều suy nghĩ, hay buồn vô cớ và đôi khi quá mệt mỏi với chính mình. Nhưng nếu anh có thể dừng lại một chút, nhìn sâu vào trong em, lắng nghe những điều chưa nói, anh sẽ hiểu rằng tất cả những điều đó không phải vì em muốn như thế mà vì em yêu anh. Tình yêu với em chưa bao giờ là thứ dễ dàng. Nó không chỉ là những lời ngọt ngào, những cái ôm, nụ hôn hay những ngày hẹn hò. Nó là những ngày em lo lắng không biết anh có đang vui không, có đang mệt không, có nhớ em không. Là những đêm em lặng lẽ khóc vì một tin nhắn không được hồi đáp, vì một ánh mắt lơ đãng hay một câu nói vô tình của anh. Em không trách anh, thật đấy. Em hiểu cuộc sống có nhiều điều phải lo, nhiều thứ phải quan tâm. Nhưng tình cảm không phải lúc nào cũng công bằng, có những người yêu nhiều hơn, hy sinh nhiều hơn và cũng đau nhiều hơn. Em không cần anh phải yêu em như em yêu anh. Em chỉ mong, trong lòng anh, em có một chỗ đứng dù vững, một góc nhỏ không ai thay thế được. Em biết em không hoàn hảo, biết mình đôi khi trẻ con, bướng bỉnh, và hay làm anh phiền lòng. Nhưng anh ơi, mỗi lần em giận, mỗi lần em khóc, không phải vì em ghét anh, mà vì em sợ mất anh. Anh từng nói sẽ bên em, sẽ nắm tay em đi qua những tháng năm dài. Em tin vào điều đó. Tin đến mức dù bao lần tổn thương, em vẫn ở lại, vẫn chờ đợi, vẫn hy vọng vào một ngày chúng ta sẽ lại cười như xưa. Có thể anh sẽ nói em ngốc, rằng tình yêu không thể chỉ có một người giữ. Nhưng em không ngốc, em chỉ yêu quá thật lòng. Nếu có lúc nào đó em không còn nhắn tin, không còn gọi, không còn trách móc, thì đó không phải vì em đã hết yêu, mà vì em mệt, mệt đến mức không còn sức để cố gắng. Anh à, có lẽ trong mắt anh em là một cô gái phức tạp, nhiều suy nghĩ, hay buồn vô cớ và đôi khi quá mệt mỏi với chính mình. Nhưng nếu anh có thể dừng lại một chút, nhìn sâu vào trong em, lắng nghe những điều chưa nói, anh sẽ hiểu rằng tất cả những điều đó không phải vì em muốn như thế mà vì em yêu anh. Tình yêu với em chưa bao giờ là thứ dễ dàng. Nó không chỉ là những lời ngọt ngào, những cái ôm, nụ hôn hay những ngày hẹn hò. Nó là những ngày em lo lắng không biết anh có đang vui không, có đang mệt không, có nhớ em không. Là những đêm em lặng lẽ khóc vì một tin nhắn không được hồi đáp, vì một ánh mắt lơ đãng hay một câu nói vô tình của anh. Em không trách anh, thật đấy. Em hiểu cuộc sống có nhiều điều phải lo, nhiều thứ phải quan tâm. Nhưng tình cảm không phải lúc nào cũng công bằng, có những người yêu nhiều hơn, hy sinh nhiều hơn và cũng đau nhiều hơn. Em không cần anh phải yêu em như em yêu anh. Em chỉ mong, trong lòng anh, em có một chỗ đứng dù vững, một góc nhỏ không ai thay thế được. Em biết em không hoàn hảo, biết mình đôi khi trẻ con, bướng bỉnh, và hay làm anh phiền lòng. Nhưng anh ơi, mỗi lần em giận, mỗi lần em khóc, không phải vì em ghét anh, mà vì em sợ mất anh. Anh từng nói sẽ bên em, sẽ nắm tay em đi qua những tháng năm dài. Em tin vào điều đó. Tin đến mức dù bao lần tổn thương, em vẫn ở lại, vẫn chờ đợi, vẫn hy vọng vào một ngày chúng ta sẽ lại cười như xưa. Có thể anh sẽ nói em ngốc, rằng tình yêu không thể chỉ có một người giữ. Nhưng em không ngốc, em chỉ yêu quá thật lòng. Nếu có lúc nào đó em không còn nhắn tin, không còn gọi, không còn trách móc, thì đó không phải vì em đã hết yêu, mà vì em mệt, mệt đến mức không còn sức để cố gắng. Anh à, có lẽ trong mắt anh em là một cô gái phức tạp, nhiều suy nghĩ, hay buồn vô cớ và đôi khi quá mệt mỏi với chính mình. Nhưng nếu anh có thể dừng lại một chút, nhìn sâu vào trong em, lắng nghe những điều chưa nói, anh sẽ hiểu rằng tất cả những điều đó không phải vì em muốn như thế mà vì em yêu anh. Tình yêu với em chưa bao giờ là thứ dễ dàng. Nó không chỉ là những lời ngọt ngào, những cái ôm, nụ hôn hay những ngày hẹn hò. Nó là những ngày em lo lắng không biết anh có đang vui không, có đang mệt không, có nhớ em không. Là những đêm em lặng lẽ khóc vì một tin nhắn không được hồi đáp, vì một ánh mắt lơ đãng hay một câu nói vô tình của anh. Em không trách anh, thật đấy. Em hiểu cuộc sống có nhiều điều phải lo, nhiều thứ phải quan tâm. Nhưng tình cảm không phải lúc nào cũng công bằng, có những người yêu nhiều hơn, hy sinh nhiều hơn và cũng đau nhiều hơn. Em không cần anh phải yêu em như em yêu anh. Em chỉ mong, trong lòng anh, em có một chỗ đứng dù vững, một góc nhỏ không ai thay thế được. Em biết em không hoàn hảo, biết mình đôi khi trẻ con, bướng bỉnh, và hay làm anh phiền lòng. Nhưng anh ơi, mỗi lần em giận, mỗi lần em khóc, không phải vì em ghét anh, mà vì em sợ mất anh. Anh từng nói sẽ bên em, sẽ nắm tay em đi qua những tháng năm dài. Em tin vào điều đó. Tin đến mức dù bao lần tổn thương, em vẫn ở lại, vẫn chờ đợi, vẫn hy vọng vào một ngày chúng ta sẽ lại cười như xưa. Có thể anh sẽ nói em ngốc, rằng tình yêu không thể chỉ có một người giữ. Nhưng em không ngốc, em chỉ yêu quá thật lòng. Nếu có lúc nào đó em không còn nhắn tin, không còn gọi, không còn trách móc, thì đó không phải vì em đã hết yêu, mà vì em mệt, mệt đến mức không còn sức để cố gắng. Anh à, có lẽ trong mắt anh em là một cô gái phức tạp, nhiều suy nghĩ, hay buồn vô cớ và đôi khi quá mệt mỏi với chính mình. Nhưng nếu anh có thể dừng lại một chút, nhìn sâu vào trong em, lắng nghe những điều chưa nói, anh sẽ hiểu rằng tất cả những điều đó không phải vì em muốn như thế mà vì em yêu anh. Tình yêu với em chưa bao giờ là thứ dễ dàng. Nó không chỉ là những lời ngọt ngào, những cái ôm, nụ hôn hay những ngày hẹn hò. Nó là những ngày em lo lắng không biết anh có đang vui không, có đang mệt không, có nhớ em không. Là những đêm em lặng lẽ khóc vì một tin nhắn không được hồi đáp, vì một ánh mắt lơ đãng hay một câu nói vô tình của anh. Em không trách anh, thật đấy. Em hiểu cuộc sống có nhiều điều phải lo, nhiều thứ phải quan tâm. Nhưng tình cảm không phải lúc nào cũng công bằng, có những người yêu nhiều hơn, hy sinh nhiều hơn và cũng đau nhiều hơn. Em không cần anh phải yêu em như em yêu anh. Em chỉ mong, trong lòng anh, em có một chỗ đứng dù vững, một góc nhỏ không ai thay thế được. Em biết em không hoàn hảo, biết mình đôi khi trẻ con, bướng bỉnh, và hay làm anh phiền lòng. Nhưng anh ơi, mỗi lần em giận, mỗi lần em khóc, không phải vì em ghét anh, mà vì em sợ mất anh. Anh từng nói sẽ bên em, sẽ nắm tay em đi qua những tháng năm dài. Em tin vào điều đó. Tin đến mức dù bao lần tổn thương, em vẫn ở lại, vẫn chờ đợi, vẫn hy vọng vào một ngày chúng ta sẽ lại cười như xưa. Có thể anh sẽ nói em ngốc, rằng tình yêu không thể chỉ có một người giữ. Nhưng em không ngốc, em chỉ yêu quá thật lòng. Nếu có lúc nào đó em không còn nhắn tin, không còn gọi, không còn trách móc, thì đó không phải vì em đã hết yêu, mà vì em mệt, mệt đến mức không còn sức để cố gắng.: [7, 3, 899, 2576]
